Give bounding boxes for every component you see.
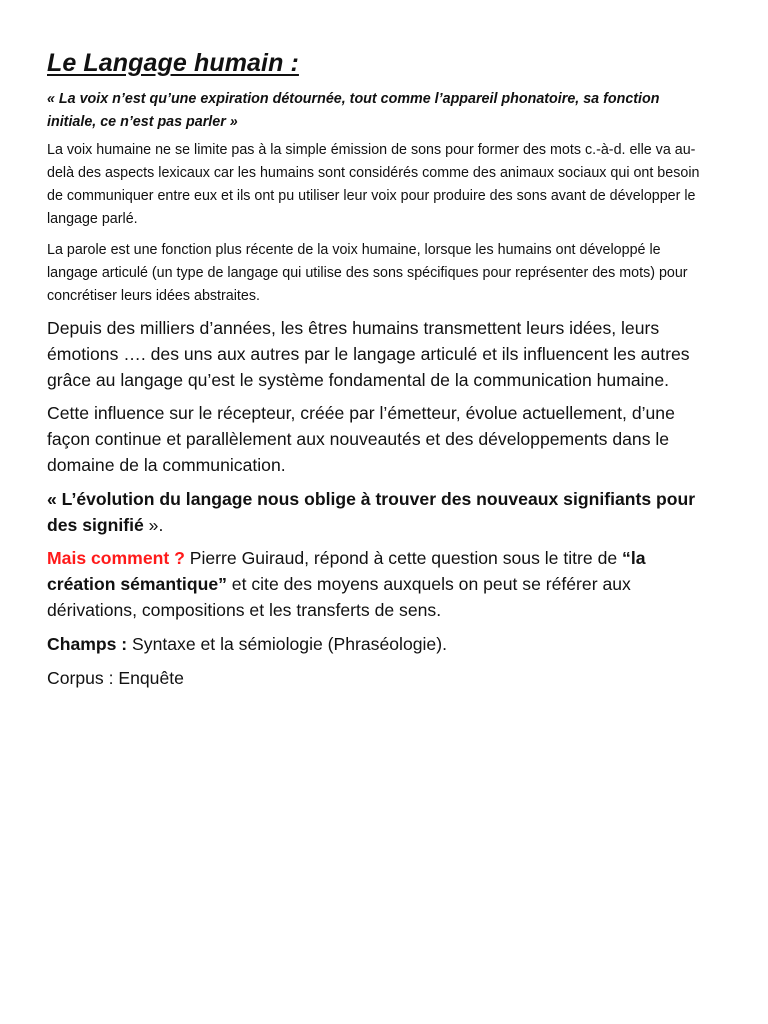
question-highlight: Mais comment ? [47, 548, 185, 569]
evolution-quote-end: ». [143, 514, 164, 535]
creation-semantique-term: “la création sémantique” [47, 548, 646, 595]
document-body [47, 46, 712, 699]
paragraph-speech: La parole est une fonction plus récente de la voix humaine, lorsque les humains ont développé le langage articulé (un type de langage qui utilise des sons spécifiques pour représenter des mots) pour concrétiser leurs idées abstraites. [47, 242, 688, 304]
paragraph-influence: Cette influence sur le récepteur, créée par l’émetteur, évolue actuellement, d’une façon continue et parallèlement aux nouveautés et des développements dans le domaine de la communication. [47, 403, 675, 475]
champs-text: Syntaxe et la sémiologie (Phraséologie). [127, 633, 447, 654]
evolution-quote [47, 487, 712, 539]
champs-label: Champs : [47, 633, 128, 654]
question-text-2: et cite des moyens auxquels on peut se référer aux dérivations, compositions et les transferts de sens. [47, 574, 631, 620]
evolution-quote-text: « L’évolution du langage nous oblige à trouver des nouveaux signifiants pour des signifié [47, 488, 696, 535]
paragraph-history: Depuis des milliers d’années, les êtres humains transmettent leurs idées, leurs émotions …. des uns aux autres par le langage articulé et ils influencent les autres grâce au langage qu’est le système fondamental de la communication humaine. [47, 318, 690, 390]
page-title: Le Langage humain : [47, 49, 299, 77]
paragraph-champs [47, 632, 712, 658]
paragraph-question [47, 546, 712, 623]
paragraph-voice: La voix humaine ne se limite pas à la simple émission de sons pour former des mots c.-à-d. elle va au-delà des aspects lexicaux car les humains sont considérés comme des animaux sociaux qui ont besoin de communiquer entre eux et ils ont pu utiliser leur voix pour produire des sons avant de développer le langage parlé. [47, 142, 700, 227]
paragraph-corpus: Corpus : Enquête [47, 667, 184, 688]
intro-quote: « La voix n’est qu’une expiration détournée, tout comme l’appareil phonatoire, sa fonction initiale, ce n’est pas parler » [47, 91, 660, 130]
question-text-1: Pierre Guiraud, répond à cette question sous le titre de [184, 548, 623, 569]
